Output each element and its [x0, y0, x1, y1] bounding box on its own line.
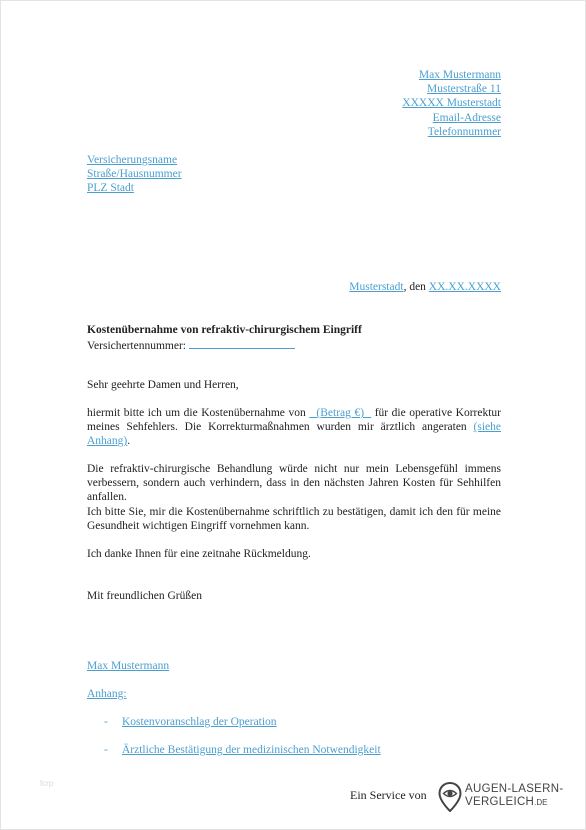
- attachment-item-label: Kostenvoranschlag der Operation: [122, 716, 277, 728]
- recipient-block: [87, 153, 182, 196]
- para1-text: hiermit bitte ich um die Kostenübernahme von: [87, 407, 310, 419]
- recipient-city: PLZ Stadt: [87, 182, 134, 195]
- logo-line2: VERGLEICH: [465, 796, 535, 808]
- date-separator: , den: [403, 281, 429, 293]
- attachments-label: Anhang:: [87, 688, 127, 700]
- date-line: [349, 281, 501, 293]
- insured-number-field: [189, 338, 295, 349]
- sender-phone: Telefonnummer: [427, 125, 501, 138]
- para1-text-mid: für die operative Korrektur meines Sehfehlers. Die Korrekturmaßnahmen wurden mir ärztlich angeraten: [87, 407, 501, 434]
- insured-number-label: Versichertennummer:: [87, 339, 186, 352]
- sender-block: [402, 68, 501, 139]
- attachment-item-label: Ärztliche Bestätigung der medizinischen Notwendigkeit: [122, 744, 381, 756]
- attachment-item: [104, 716, 277, 728]
- service-text: Ein Service von: [350, 788, 427, 802]
- subject-title: Kostenübernahme von refraktiv-chirurgischem Eingriff: [87, 324, 362, 336]
- list-dash: -: [104, 744, 108, 756]
- date-value: XX.XX.XXXX: [428, 281, 501, 293]
- sender-street: Musterstraße 11: [427, 83, 501, 96]
- watermark: fcrp: [40, 779, 54, 788]
- signature-name: Max Mustermann: [87, 660, 170, 672]
- sender-name: Max Mustermann: [418, 69, 501, 81]
- attachment-item: [104, 744, 381, 756]
- date-place: Musterstadt: [349, 281, 404, 293]
- para1-end: .: [127, 435, 131, 448]
- list-dash: -: [104, 716, 108, 728]
- sender-email: Email-Adresse: [432, 111, 501, 124]
- eye-pin-icon: [438, 782, 462, 812]
- recipient-street: Straße/Hausnummer: [87, 168, 182, 181]
- attachment-reference: (siehe Anhang): [87, 421, 501, 448]
- brand-logo: [438, 782, 564, 812]
- paragraph-reason: [87, 462, 501, 533]
- para2-line2: Ich bitte Sie, mir die Kostenübernahme schriftlich zu bestätigen, damit ich den für meine Gesundheit wichtigen Eingriff vornehmen kann.: [87, 505, 501, 532]
- subject-block: [87, 323, 362, 353]
- paragraph-thanks: Ich danke Ihnen für eine zeitnahe Rückmeldung.: [87, 548, 311, 560]
- logo-line1: AUGEN-LASERN-: [465, 783, 564, 795]
- logo-text: [465, 783, 563, 809]
- salutation: Sehr geehrte Damen und Herren,: [87, 379, 239, 391]
- sender-city: XXXXX Musterstadt: [402, 97, 501, 110]
- amount-placeholder: (Betrag €): [309, 407, 372, 419]
- logo-tld: .DE: [534, 798, 548, 807]
- closing: Mit freundlichen Grüßen: [87, 590, 202, 602]
- recipient-name: Versicherungsname: [87, 154, 178, 166]
- para2-line1: Die refraktiv-chirurgische Behandlung würde nicht nur mein Lebensgefühl immens verbessern, sondern auch verhindern, dass in den nächsten Jahren Kosten für Sehhilfen anfallen.: [87, 463, 501, 504]
- paragraph-request: [87, 406, 501, 449]
